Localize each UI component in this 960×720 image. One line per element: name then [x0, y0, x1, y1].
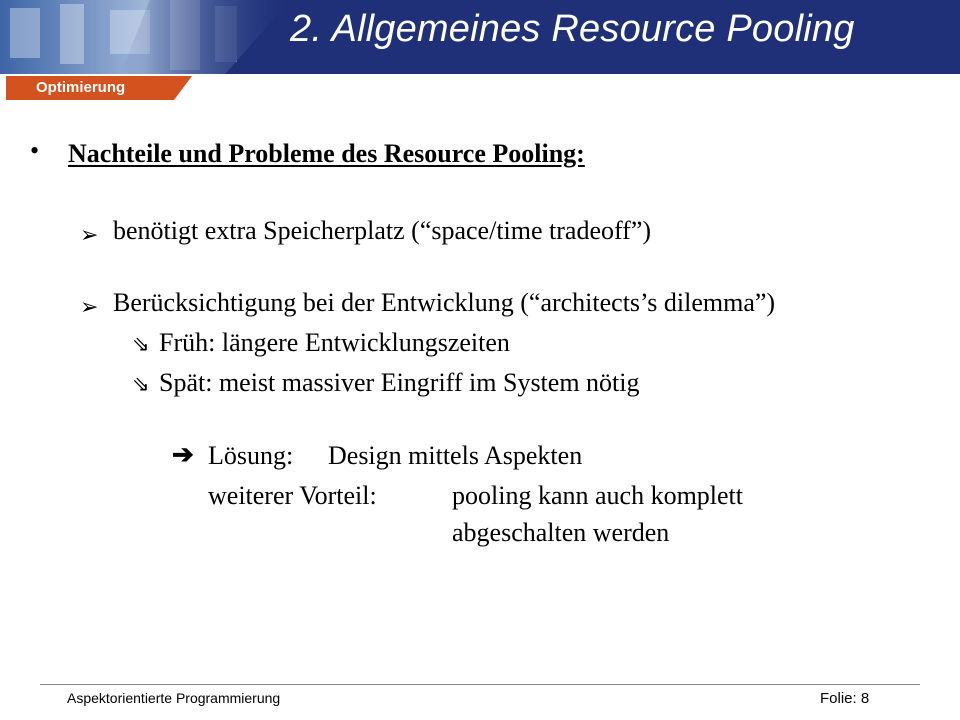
sub-arrow-icon: ⇘	[132, 332, 150, 356]
item-development: Berücksichtigung bei der Entwicklung (“architects’s dilemma”)	[113, 288, 776, 317]
footer-divider	[40, 684, 920, 685]
title-banner	[0, 0, 960, 74]
advantage-label: weiterer Vorteil:	[208, 481, 377, 510]
arrow-bullet-icon: ➢	[80, 222, 99, 247]
solution-label: Lösung:	[208, 441, 294, 470]
advantage-text-line1: pooling kann auch komplett	[452, 481, 744, 510]
arrow-bullet-icon: ➢	[80, 294, 99, 319]
slide-number: 8	[860, 690, 870, 707]
sub-arrow-icon: ⇘	[132, 372, 150, 396]
advantage-text-line2: abgeschalten werden	[452, 518, 670, 547]
heading: Nachteile und Probleme des Resource Pooling:	[68, 139, 585, 168]
slide-label: Folie:	[820, 690, 857, 707]
sub-item-late: Spät: meist massiver Eingriff im System nötig	[159, 368, 640, 397]
solution-text: Design mittels Aspekten	[328, 441, 583, 470]
footer-slide-number	[820, 690, 869, 707]
section-label: Optimierung	[36, 79, 126, 96]
footer-course: Aspektorientierte Programmierung	[67, 690, 281, 706]
slide-title: 2. Allgemeines Resource Pooling	[290, 8, 855, 50]
item-storage: benötigt extra Speicherplatz (“space/time tradeoff”)	[113, 216, 652, 245]
sub-item-early: Früh: längere Entwicklungszeiten	[159, 328, 510, 357]
bullet-icon: •	[30, 136, 40, 165]
implies-arrow-icon: ➔	[172, 440, 194, 469]
